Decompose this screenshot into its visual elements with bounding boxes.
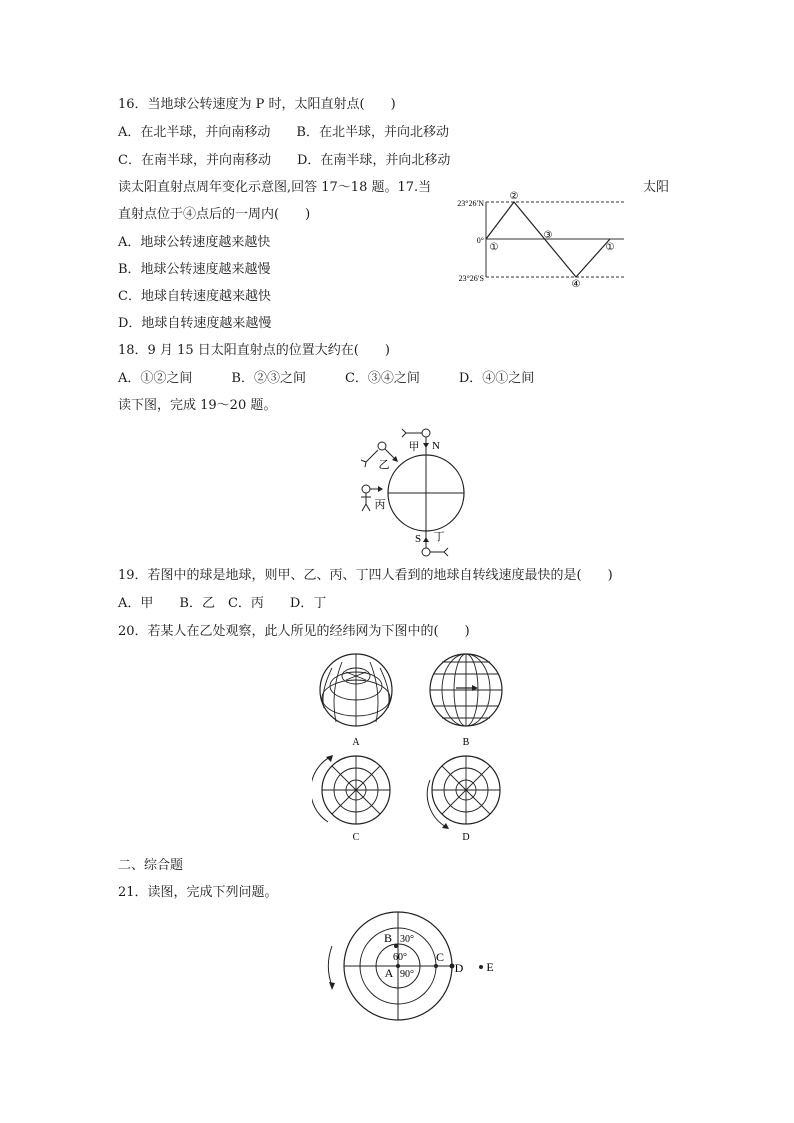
point-3: ③ — [543, 230, 553, 241]
q16-stem: 16．当地球公转速度为 P 时，太阳直射点( ) — [118, 97, 396, 112]
label-option-c: C — [352, 832, 360, 843]
q17-option-a: A．地球公转速度越来越快 — [118, 235, 271, 250]
point-1-left: ① — [489, 242, 499, 253]
observer-ding-arrow — [423, 537, 429, 542]
q19-20-intro: 读下图，完成 19～20 题。 — [118, 398, 277, 413]
globe-option-b — [430, 654, 502, 748]
label-bing: 丙 — [374, 499, 386, 511]
label-60: 60° — [393, 952, 407, 963]
q19-stem: 19．若图中的球是地球，则甲、乙、丙、丁四人看到的地球自转线速度最快的是( ) — [118, 568, 613, 583]
label-jia: 甲 — [408, 441, 420, 453]
label-yi: 乙 — [378, 459, 390, 471]
q17-option-d: D．地球自转速度越来越慢 — [118, 316, 272, 331]
globe-option-a — [320, 654, 392, 748]
observer-ding-head — [422, 548, 430, 556]
label-ding: 丁 — [433, 531, 445, 543]
q17-intro-tail: 太阳 — [643, 180, 670, 195]
point-a-dot — [396, 964, 400, 968]
label-b: B — [383, 931, 393, 945]
point-2: ② — [509, 191, 519, 202]
q17-option-c: C．地球自转速度越来越快 — [118, 289, 271, 304]
q18-options: A．①②之间 B．②③之间 C．③④之间 D．④①之间 — [118, 371, 535, 386]
observer-jia-arrow — [423, 443, 429, 448]
globe-option-c — [312, 755, 390, 843]
observer-yi-head — [378, 442, 386, 450]
q21-stem: 21．读图，完成下列问题。 — [118, 885, 278, 900]
label-23s: 23°26′S — [458, 274, 484, 283]
point-b-dot — [394, 944, 398, 948]
section-2-heading: 二、综合题 — [118, 858, 184, 873]
label-option-b: B — [462, 737, 470, 748]
label-option-d: D — [462, 832, 470, 843]
observer-yi-body — [366, 450, 378, 462]
label-c: C — [435, 950, 445, 964]
observer-bing-head — [362, 485, 370, 493]
subsolar-point-figure — [448, 188, 630, 290]
observer-jia-head — [422, 429, 430, 437]
label-option-a: A — [352, 737, 360, 748]
label-north: N — [432, 440, 440, 452]
graticule-options-figure — [312, 652, 512, 844]
label-30: 30° — [400, 934, 414, 945]
q16-options-ab: A．在北半球，并向南移动 B．在北半球，并向北移动 — [118, 125, 449, 140]
label-d: D — [454, 961, 464, 975]
q16-options-cd: C．在南半球，并向南移动 D．在南半球，并向北移动 — [118, 153, 451, 168]
q17-option-b: B．地球公转速度越来越慢 — [118, 262, 271, 277]
observer-bing-arrow — [378, 486, 383, 492]
label-a: A — [384, 966, 394, 980]
label-0: 0° — [476, 236, 484, 245]
q20-stem: 20．若某人在乙处观察，此人所见的经纬网为下图中的( ) — [118, 624, 470, 639]
point-4: ④ — [571, 279, 581, 290]
q18-stem: 18．9 月 15 日太阳直射点的位置大约在( ) — [118, 343, 390, 358]
label-e: E — [486, 960, 494, 974]
point-c-dot — [434, 964, 438, 968]
q17-stem: 直射点位于④点后的一周内( ) — [118, 207, 311, 222]
rotation-arrow — [329, 982, 335, 990]
polar-points-figure — [318, 910, 508, 1022]
label-south: S — [414, 533, 422, 545]
point-1-right: ① — [605, 242, 615, 253]
point-e-dot — [479, 965, 483, 969]
label-23n: 23°26′N — [457, 199, 484, 208]
q19-options: A．甲 B．乙 C．丙 D．丁 — [118, 596, 327, 611]
globe-observers-figure — [350, 424, 476, 560]
globe-option-d — [427, 756, 500, 843]
q17-intro: 读太阳直射点周年变化示意图,回答 17～18 题。17.当 — [118, 180, 432, 195]
label-90: 90° — [400, 969, 414, 980]
